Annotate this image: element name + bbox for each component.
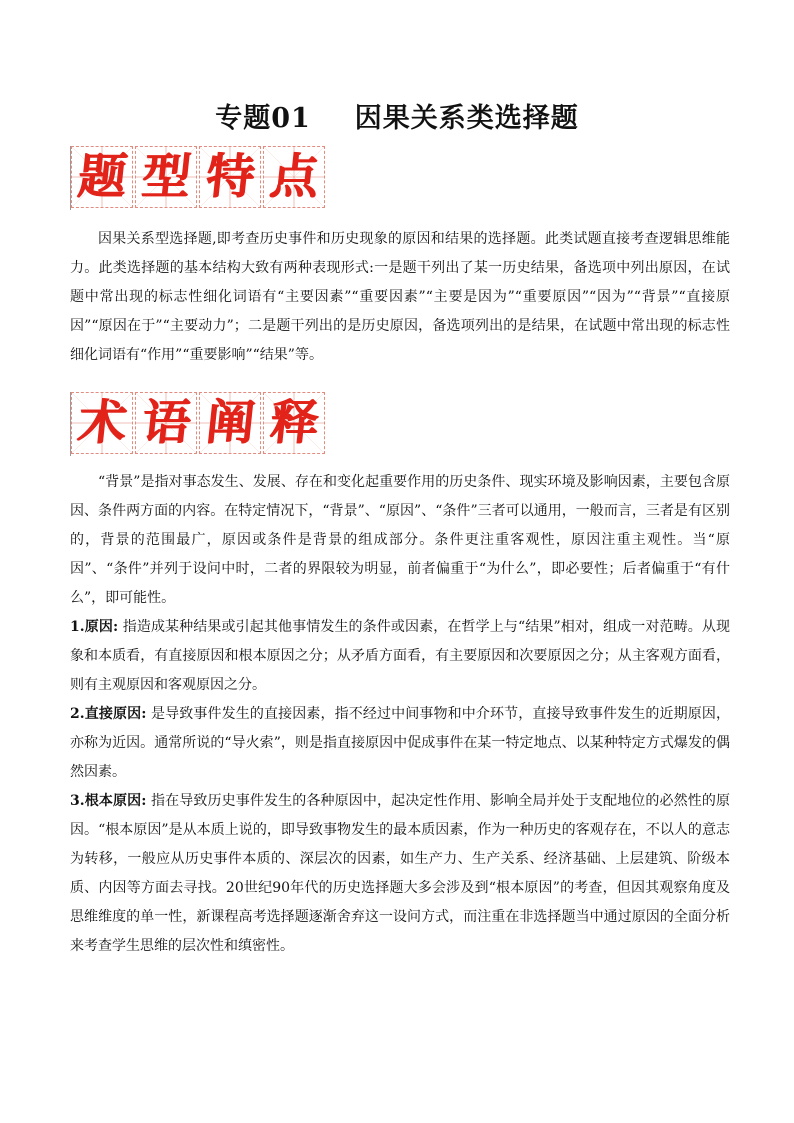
term-root-cause	[70, 787, 730, 961]
banner-char	[199, 146, 261, 208]
banner-char	[71, 392, 133, 454]
title-number: 专题01	[215, 103, 311, 134]
term-direct-cause-text: 是导致事件发生的直接因素，指不经过中间事物和中介环节，直接导致事件发生的近期原因，亦称为近因。通常所说的“导火索”，则是指直接原因中促成事件在某一特定地点、以某种特定方式爆发的偶然因素。	[70, 706, 730, 780]
term-direct-cause	[70, 700, 730, 787]
banner-char-text: 特	[203, 149, 257, 205]
banner-char	[135, 146, 197, 208]
term-direct-cause-label: 2.直接原因:	[70, 706, 147, 722]
banner-char-text: 释	[267, 395, 321, 451]
page-title	[0, 96, 794, 135]
title-name: 因果关系类选择题	[354, 103, 579, 134]
section-terms	[70, 468, 730, 961]
banner-char	[71, 146, 133, 208]
banner-char-text: 点	[267, 149, 321, 205]
term-root-cause-text: 指在导致历史事件发生的各种原因中，起决定性作用、影响全局并处于支配地位的必然性的原因。“根本原因”是从本质上说的，即导致事物发生的最本质因素，作为一种历史的客观存在，不以人的意志为转移，一般应从历史事件本质的、深层次的因素，如生产力、生产关系、经济基础、上层建筑、阶级本质、内因等方面去寻找。20世纪90年代的历史选择题大多会涉及到“根本原因”的考查，但因其观察角度及思维维度的单一性，新课程高考选择题逐渐舍弃这一设问方式，而注重在非选择题当中通过原因的全面分析来考查学生思维的层次性和缜密性。	[70, 793, 730, 954]
section-features	[70, 225, 730, 370]
paragraph-background: “背景”是指对事态发生、发展、存在和变化起重要作用的历史条件、现实环境及影响因素，主要包含原因、条件两方面的内容。在特定情况下，“背景”、“原因”、“条件”三者可以通用，一般而言，三者是有区别的，背景的范围最广，原因或条件是背景的组成部分。条件更注重客观性，原因注重主观性。当“原因”、“条件”并列于设问中时，二者的界限较为明显，前者偏重于“为什么”，即必要性；后者偏重于“有什么”，即可能性。	[70, 474, 730, 606]
term-cause-text: 指造成某种结果或引起其他事情发生的条件或因素，在哲学上与“结果”相对，组成一对范畴。从现象和本质看，有直接原因和根本原因之分；从矛盾方面看，有主要原因和次要原因之分；从主客观方面看，则有主观原因和客观原因之分。	[70, 619, 730, 693]
banner-char-text: 语	[139, 395, 193, 451]
banner-question-features	[70, 146, 327, 210]
banner-char-text: 阐	[203, 395, 257, 451]
term-root-cause-label: 3.根本原因:	[70, 793, 147, 809]
banner-char	[263, 146, 325, 208]
banner-char-text: 术	[75, 395, 129, 451]
banner-char	[135, 392, 197, 454]
banner-term-explanation	[70, 392, 327, 456]
banner-char-text: 题	[75, 149, 129, 205]
paragraph-features: 因果关系型选择题,即考查历史事件和历史现象的原因和结果的选择题。此类试题直接考查逻辑思维能力。此类选择题的基本结构大致有两种表现形式:一是题干列出了某一历史结果，备选项中列出原因，在试题中常出现的标志性细化词语有“主要因素”“重要因素”“主要是因为”“重要原因”“因为”“背景”“直接原因”“原因在于”“主要动力”；二是题干列出的是历史原因，备选项列出的是结果，在试题中常出现的标志性细化词语有“作用”“重要影响”“结果”等。	[70, 231, 730, 363]
banner-char	[199, 392, 261, 454]
term-cause	[70, 613, 730, 700]
banner-char-text: 型	[139, 149, 193, 205]
banner-char	[263, 392, 325, 454]
term-cause-label: 1.原因:	[70, 619, 119, 635]
